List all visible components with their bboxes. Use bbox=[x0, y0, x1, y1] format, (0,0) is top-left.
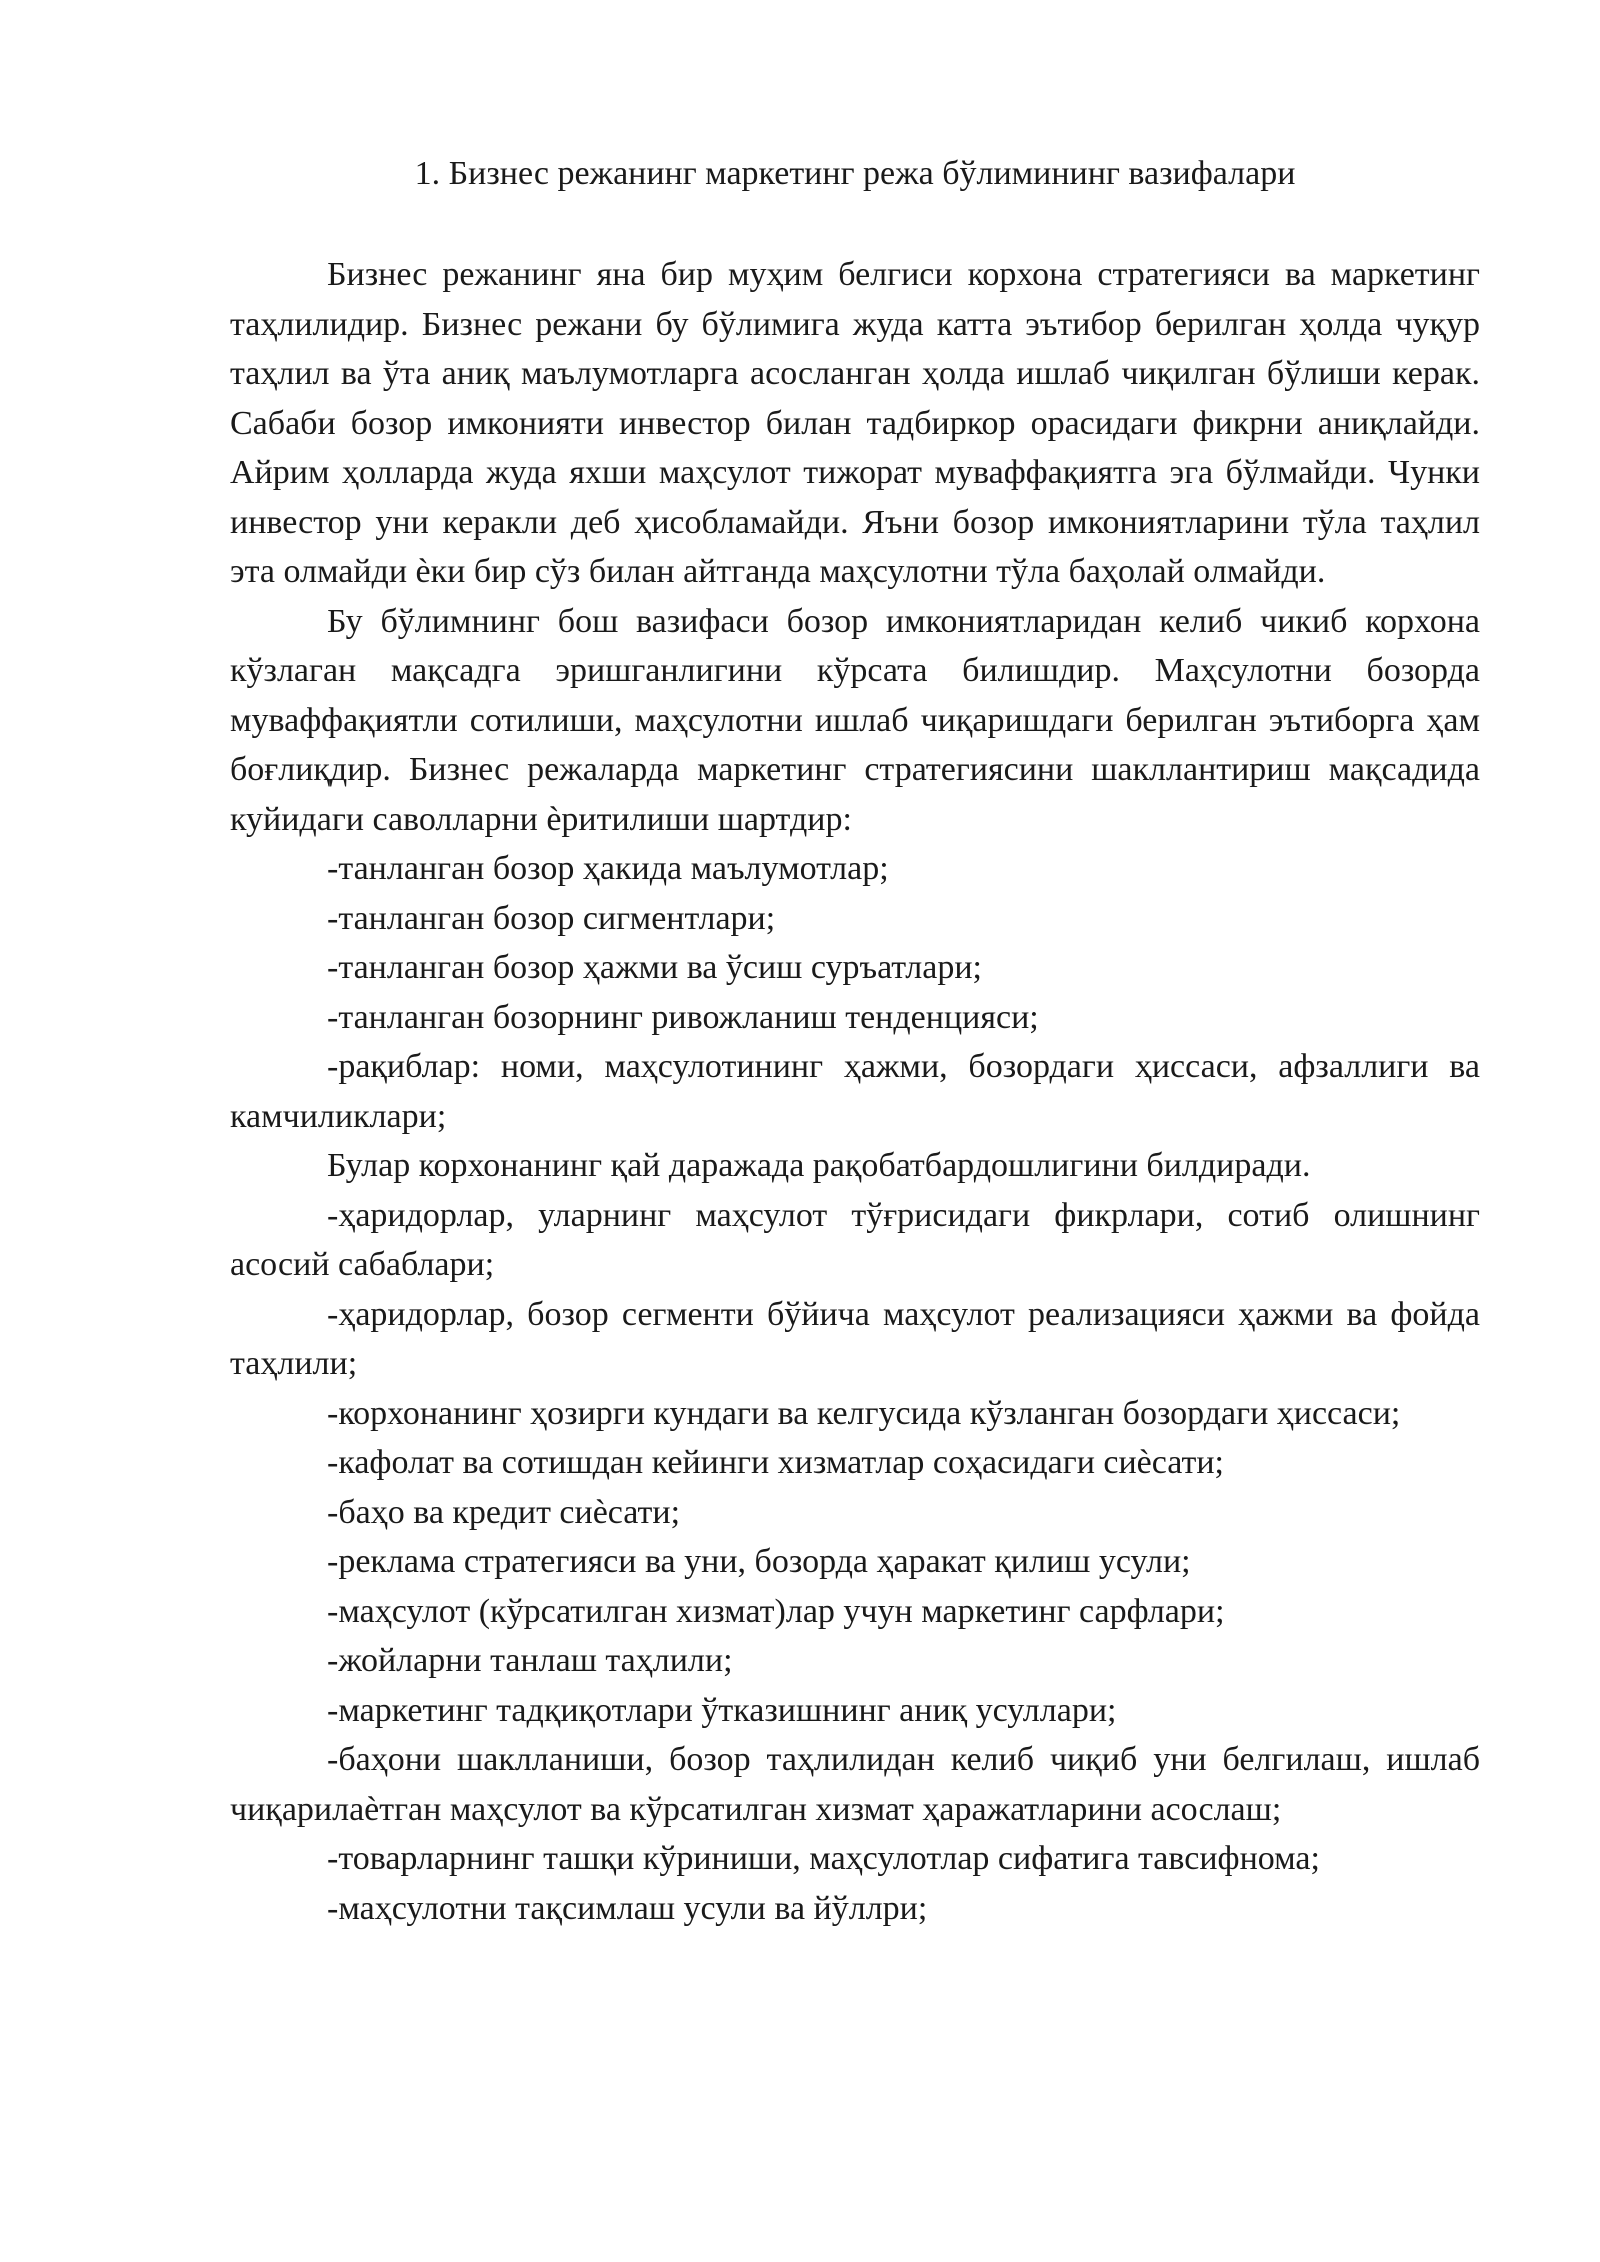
paragraph-main-task: Бу бўлимнинг бош вазифаси бозор имкониятларидан келиб чикиб корхона кўзлаган мақсадга эришганлигини кўрсата билишдир. Маҳсулотни бозорда муваффақиятли сотилиши, маҳсулотни ишлаб чиқаришдаги берилган эътиборга ҳам боғлиқдир. Бизнес режаларда маркетинг стратегиясини шакллантириш мақсадида куйидаги саволларни ѐритилиши шартдир: bbox=[230, 602, 1480, 838]
list-item: -ҳаридорлар, уларнинг маҳсулот тўғрисидаги фикрлари, сотиб олишнинг асосий сабаблари; bbox=[230, 1196, 1480, 1283]
list-item: -ҳаридорлар, бозор сегменти бўйича маҳсулот реализацияси ҳажми ва фойда таҳлили; bbox=[230, 1295, 1480, 1382]
paragraph-intro: Бизнес режанинг яна бир муҳим белгиси корхона стратегияси ва маркетинг таҳлилидир. Бизнес режани бу бўлимига жуда катта эътибор берилган ҳолда чуқур таҳлил ва ўта аниқ маълумотларга асосланган ҳолда ишлаб чиқилган бўлиши керак. Сабаби бозор имконияти инвестор билан тадбиркор орасидаги фикрни аниқлайди. Айрим ҳолларда жуда яхши маҳсулот тижорат муваффақиятга эга бўлмайди. Чунки инвестор уни керакли деб ҳисобламайди. Яъни бозор имкониятларини тўла таҳлил эта олмайди ѐки бир сўз билан айтганда маҳсулотни тўла баҳолай олмайди. bbox=[230, 256, 1480, 590]
list-item: -маҳсулотни тақсимлаш усули ва йўллри; bbox=[327, 1889, 928, 1927]
list-item: -танланган бозор ҳакида маълумотлар; bbox=[327, 850, 889, 887]
list-item: -маҳсулот (кўрсатилган хизмат)лар учун маркетинг сарфлари; bbox=[327, 1592, 1225, 1630]
list-item: -жойларни танлаш таҳлили; bbox=[327, 1642, 733, 1679]
list-item: -танланган бозорнинг ривожланиш тенденцияси; bbox=[327, 998, 1039, 1036]
list-item: -баҳони шаклланиши, бозор таҳлилидан келиб чиқиб уни белгилаш, ишлаб чиқарилаѐтган маҳсулот ва кўрсатилган хизмат ҳаражатларини асослаш; bbox=[230, 1741, 1480, 1828]
list-item: -реклама стратегияси ва уни, бозорда ҳаракат қилиш усули; bbox=[327, 1543, 1191, 1580]
list-item: -рақиблар: номи, маҳсулотининг ҳажми, бозордаги ҳиссаси, афзаллиги ва камчиликлари; bbox=[230, 1048, 1480, 1135]
document-title: 1. Бизнес режанинг маркетинг режа бўлимининг вазифалари bbox=[414, 155, 1296, 192]
list-item: -танланган бозор ҳажми ва ўсиш суръатлари; bbox=[327, 949, 982, 986]
list-item: -корхонанинг ҳозирги кундаги ва келгусида кўзланган бозордаги ҳиссаси; bbox=[327, 1394, 1401, 1432]
list-item: -товарларнинг ташқи кўриниши, маҳсулотлар сифатига тавсифнома; bbox=[327, 1840, 1320, 1877]
list-item: -маркетинг тадқиқотлари ўтказишнинг аниқ усуллари; bbox=[327, 1691, 1117, 1729]
list-item: -кафолат ва сотишдан кейинги хизматлар соҳасидаги сиѐсати; bbox=[327, 1444, 1224, 1481]
list-item: -танланган бозор сигментлари; bbox=[327, 899, 776, 937]
document-page bbox=[230, 150, 1480, 1933]
list-item-note: Булар корхонанинг қай даражада рақобатбардошлигини билдиради. bbox=[327, 1147, 1311, 1184]
list-item: -баҳо ва кредит сиѐсати; bbox=[327, 1493, 681, 1531]
